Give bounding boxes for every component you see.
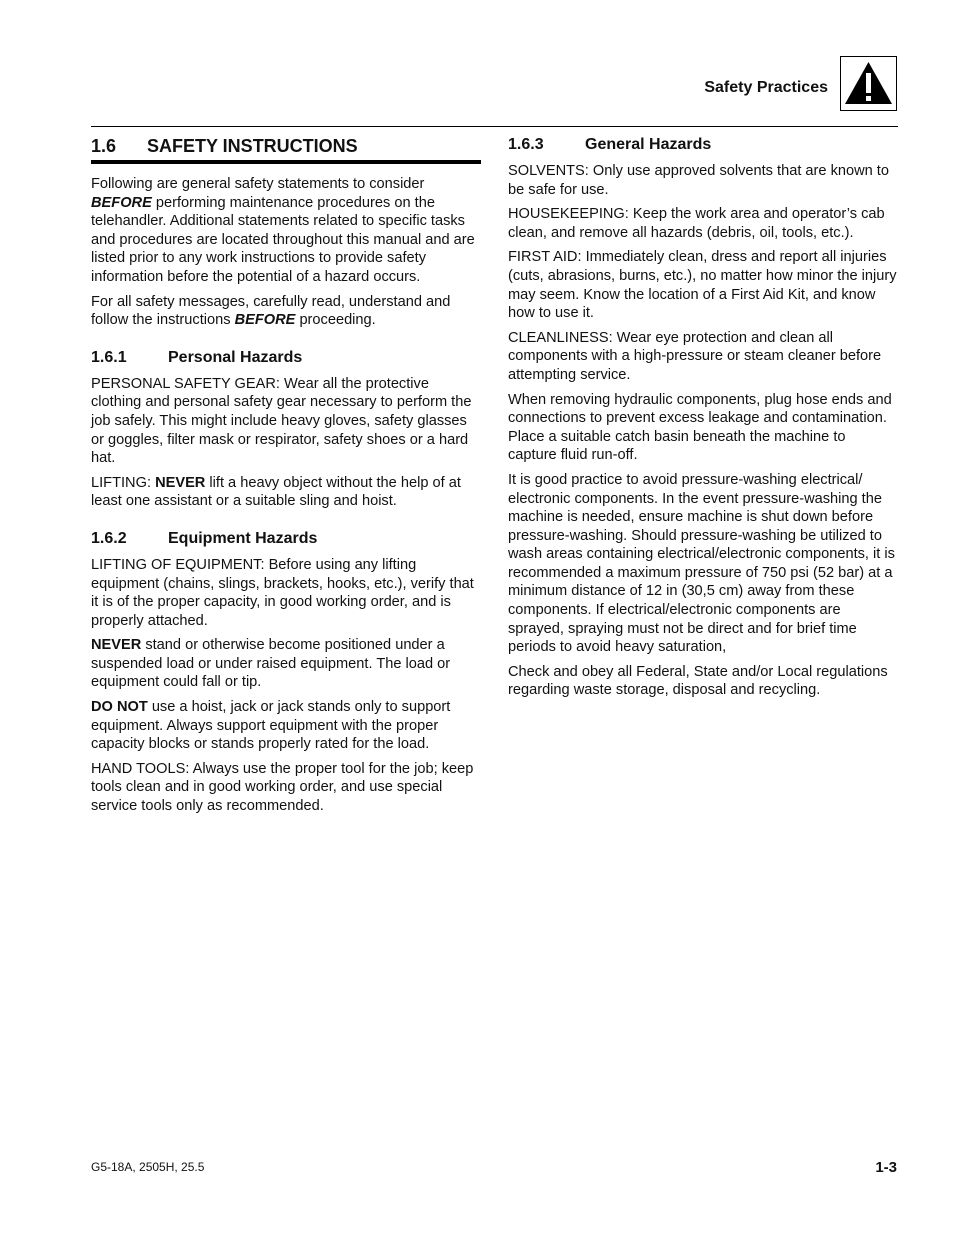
general-paragraph-3: FIRST AID: Immediately clean, dress and report all injuries (cuts, abrasions, burns, etc.), no matter how minor the injury may seem. Know the location of a First Aid Kit, and know how to use it. [508, 249, 897, 322]
section-title [91, 135, 481, 164]
general-paragraph-2: HOUSEKEEPING: Keep the work area and operator’s cab clean, and remove all hazards (debris, oil, tools, etc.). [508, 206, 885, 241]
footer-doc-id: G5-18A, 2505H, 25.5 [91, 1160, 205, 1174]
equipment-paragraph-3: DO NOT use a hoist, jack or jack stands only to support equipment. Always support equipment with the proper capacity blocks or stands properly rated for the load. [91, 699, 451, 753]
subsection-title-general: 1.6.3 General Hazards [508, 136, 712, 153]
section-number: 1.6 [91, 136, 117, 156]
intro-paragraph-2: For all safety messages, carefully read, understand and follow the instructions BEFORE proceeding. [91, 293, 451, 329]
general-paragraph-1: SOLVENTS: Only use approved solvents that are known to be safe for use. [508, 163, 889, 198]
left-column [91, 135, 481, 822]
header-rule [91, 126, 898, 127]
general-paragraph-7: Check and obey all Federal, State and/or Local regulations regarding waste storage, disposal and recycling. [508, 663, 888, 699]
equipment-paragraph-1: LIFTING OF EQUIPMENT: Before using any lifting equipment (chains, slings, brackets, hooks, etc.), verify that it is of the proper capacity, in good working order, and is properly attached. [91, 556, 474, 629]
general-paragraph-6: It is good practice to avoid pressure-washing electrical/ electronic components. In the event pressure-washing the machine is needed, ensure machine is shut down before pressure-washing. Should pressure-washing be utilized to wash areas containing electrical/electronic components, it is recommended a maximum pressure of 750 psi (52 bar) at a minimum distance of 12 in (30,5 cm) away from these components. If electrical/electronic components are sprayed, spraying must not be direct and for brief time periods to avoid heavy saturation, [508, 471, 895, 656]
subsection-title-personal: 1.6.1 Personal Hazards [91, 348, 303, 366]
warning-triangle-icon [840, 56, 897, 111]
header-title: Safety Practices [704, 79, 828, 96]
section-title-text: SAFETY INSTRUCTIONS [147, 136, 358, 156]
equipment-paragraph-4: HAND TOOLS: Always use the proper tool for the job; keep tools clean and in good working order, and use special service tools only as recommended. [91, 760, 474, 815]
general-paragraph-4: CLEANLINESS: Wear eye protection and clean all components with a high-pressure or steam cleaner before attempting service. [508, 329, 882, 383]
footer-page-number: 1-3 [875, 1159, 897, 1176]
general-paragraph-5: When removing hydraulic components, plug hose ends and connections to prevent excess leakage and contamination. Place a suitable catch basin beneath the machine to capture fluid run-off. [508, 391, 892, 464]
equipment-paragraph-2: NEVER stand or otherwise become positioned under a suspended load or under raised equipment. The load or equipment could fall or tip. [91, 637, 451, 691]
intro-paragraph-1: Following are general safety statements to consider BEFORE performing maintenance procedures on the telehandler. Additional statements related to specific tasks and procedures are located throughout this manual and are listed prior to any work instructions to provide safety information before the potential of a hazard occurs. [91, 176, 475, 285]
personal-paragraph-2: LIFTING: NEVER lift a heavy object without the help of at least one assistant or a suitable sling and hoist. [91, 474, 461, 510]
subsection-title-equipment: 1.6.2 Equipment Hazards [91, 529, 318, 547]
right-column [508, 135, 898, 706]
personal-paragraph-1: PERSONAL SAFETY GEAR: Wear all the protective clothing and personal safety gear necessary to perform the job safely. This might include heavy gloves, safety glasses or goggles, filter mask or respirator, safety shoes or a hard hat. [91, 375, 472, 467]
